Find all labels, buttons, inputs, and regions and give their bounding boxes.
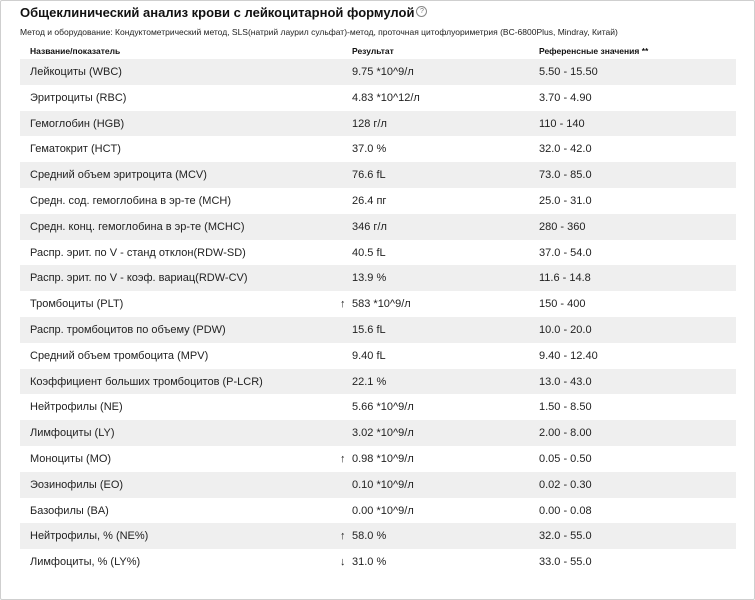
row-name: Распр. эрит. по V - станд отклон(RDW-SD) <box>30 246 246 259</box>
row-result: 40.5 fL <box>352 246 386 259</box>
row-reference: 0.00 - 0.08 <box>539 504 592 517</box>
row-result: 0.00 *10^9/л <box>352 504 414 517</box>
row-reference: 37.0 - 54.0 <box>539 246 592 259</box>
row-reference: 32.0 - 42.0 <box>539 143 592 156</box>
row-name: Гематокрит (HCT) <box>30 143 121 156</box>
table-row <box>20 240 736 266</box>
header-name: Название/показатель <box>30 46 121 56</box>
row-reference: 25.0 - 31.0 <box>539 194 592 207</box>
row-result: 58.0 % <box>352 530 387 543</box>
row-result: 346 г/л <box>352 220 387 233</box>
table-row <box>20 188 736 214</box>
row-name: Эозинофилы (EO) <box>30 478 124 491</box>
header-result: Результат <box>352 46 394 56</box>
table-row <box>20 317 736 343</box>
arrow-up-icon: ↑ <box>340 452 346 465</box>
row-name: Средн. сод. гемоглобина в эр-те (MCH) <box>30 194 232 207</box>
row-result: 3.02 *10^9/л <box>352 427 414 440</box>
row-result: 31.0 % <box>352 556 387 569</box>
report-title-text: Общеклинический анализ крови с лейкоцитарной формулой <box>20 5 415 20</box>
row-name: Лейкоциты (WBC) <box>30 66 122 78</box>
row-reference: 73.0 - 85.0 <box>539 169 592 182</box>
row-name: Базофилы (BA) <box>30 504 109 517</box>
table-header <box>20 45 736 59</box>
row-name: Лимфоциты (LY) <box>30 427 115 440</box>
table-row <box>20 59 736 85</box>
table-row <box>20 343 736 369</box>
table-row <box>20 136 736 162</box>
row-name: Распр. эрит. по V - коэф. вариац(RDW-CV) <box>30 272 248 285</box>
table-row <box>20 214 736 240</box>
row-result: 0.10 *10^9/л <box>352 478 414 491</box>
row-reference: 1.50 - 8.50 <box>539 401 592 414</box>
table-row <box>20 523 736 549</box>
row-name: Эритроциты (RBC) <box>30 91 127 104</box>
table-row <box>20 549 736 575</box>
table-row <box>20 446 736 472</box>
report-title <box>20 5 427 20</box>
method-description: Метод и оборудование: Кондуктометрический метод, SLS(натрий лаурил сульфат)-метод, проточная цитофлуориметрия (BC-6800Plus, Mindray, Китай) <box>20 27 618 37</box>
row-reference: 32.0 - 55.0 <box>539 530 592 543</box>
row-name: Нейтрофилы, % (NE%) <box>30 530 149 543</box>
table-row <box>20 394 736 420</box>
table-row <box>20 498 736 524</box>
row-reference: 10.0 - 20.0 <box>539 323 592 336</box>
table-row <box>20 111 736 137</box>
row-reference: 13.0 - 43.0 <box>539 375 592 388</box>
arrow-up-icon: ↑ <box>340 530 346 543</box>
row-result: 37.0 % <box>352 143 387 156</box>
row-name: Средний объем эритроцита (MCV) <box>30 169 207 182</box>
row-result: 15.6 fL <box>352 323 386 336</box>
row-reference: 11.6 - 14.8 <box>539 272 591 285</box>
row-result: 9.75 *10^9/л <box>352 66 414 78</box>
row-reference: 33.0 - 55.0 <box>539 556 592 569</box>
row-reference: 0.02 - 0.30 <box>539 478 592 491</box>
row-result: 26.4 пг <box>352 194 387 207</box>
row-result: 22.1 % <box>352 375 387 388</box>
row-reference: 5.50 - 15.50 <box>539 66 598 78</box>
row-reference: 110 - 140 <box>539 117 585 130</box>
row-reference: 9.40 - 12.40 <box>539 349 598 362</box>
row-name: Нейтрофилы (NE) <box>30 401 123 414</box>
row-result: 9.40 fL <box>352 349 386 362</box>
table-row <box>20 291 736 317</box>
table-row <box>20 265 736 291</box>
row-name: Средн. конц. гемоглобина в эр-те (MCHC) <box>30 220 245 233</box>
row-reference: 0.05 - 0.50 <box>539 452 592 465</box>
row-name: Средний объем тромбоцита (MPV) <box>30 349 209 362</box>
arrow-down-icon: ↓ <box>340 556 346 569</box>
row-result: 583 *10^9/л <box>352 298 411 311</box>
row-reference: 150 - 400 <box>539 298 586 311</box>
header-reference: Референсные значения ** <box>539 46 649 56</box>
row-result: 13.9 % <box>352 272 387 285</box>
table-row <box>20 85 736 111</box>
row-name: Коэффициент больших тромбоцитов (P-LCR) <box>30 375 263 388</box>
row-reference: 280 - 360 <box>539 220 586 233</box>
row-result: 76.6 fL <box>352 169 386 182</box>
row-result: 0.98 *10^9/л <box>352 452 414 465</box>
table-row <box>20 369 736 395</box>
row-name: Лимфоциты, % (LY%) <box>30 556 141 569</box>
row-name: Распр. тромбоцитов по объему (PDW) <box>30 323 226 336</box>
row-reference: 3.70 - 4.90 <box>539 91 592 104</box>
help-icon[interactable]: ? <box>416 6 427 17</box>
table-row <box>20 420 736 446</box>
row-result: 128 г/л <box>352 117 387 130</box>
row-name: Тромбоциты (PLT) <box>30 298 124 311</box>
arrow-up-icon: ↑ <box>340 298 346 311</box>
table-row <box>20 162 736 188</box>
row-result: 4.83 *10^12/л <box>352 91 420 104</box>
row-name: Гемоглобин (HGB) <box>30 117 125 130</box>
table-row <box>20 472 736 498</box>
row-reference: 2.00 - 8.00 <box>539 427 592 440</box>
results-table <box>20 59 736 575</box>
row-name: Моноциты (MO) <box>30 452 112 465</box>
row-result: 5.66 *10^9/л <box>352 401 414 414</box>
